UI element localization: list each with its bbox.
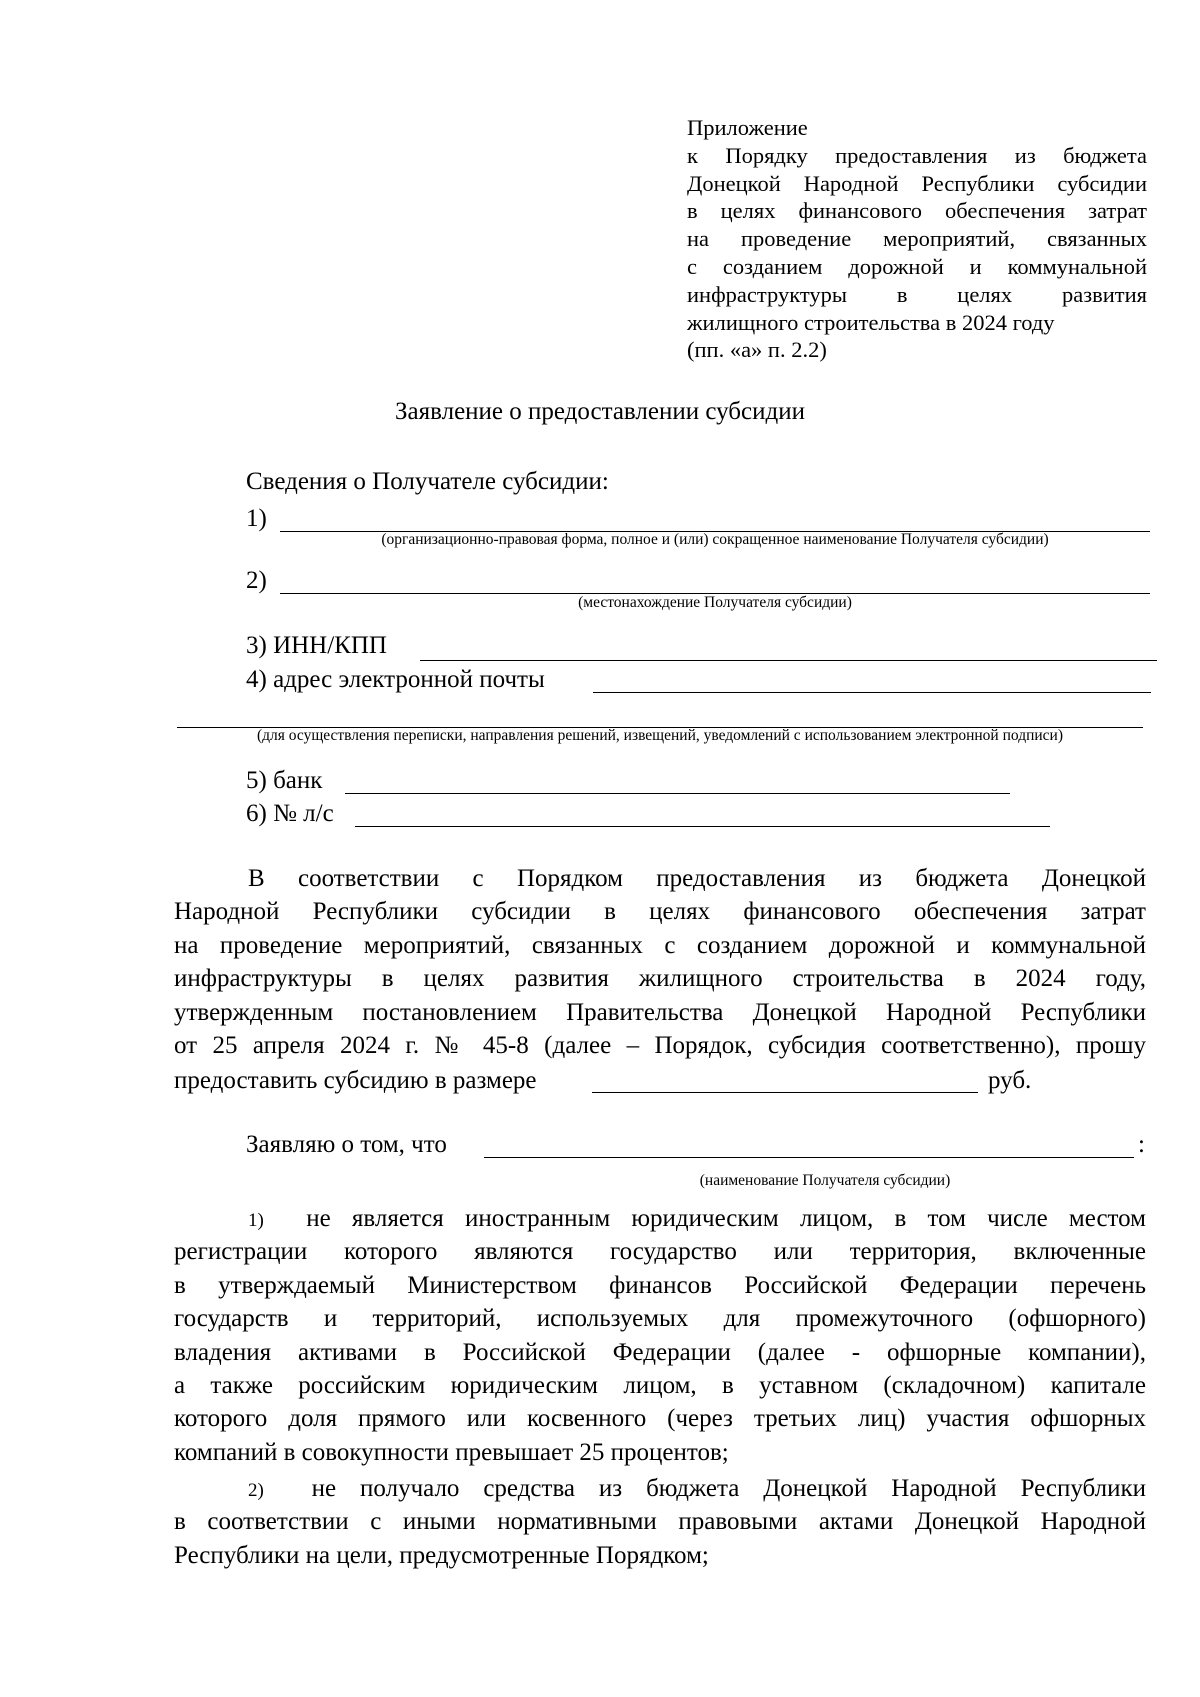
appendix-line: на проведение мероприятий, связанных bbox=[687, 226, 1147, 252]
declaration-colon: : bbox=[1138, 1131, 1145, 1158]
appendix-line: в целях финансового обеспечения затрат bbox=[687, 198, 1147, 224]
appendix-line: к Порядку предоставления из бюджета bbox=[687, 142, 1147, 168]
clause-number: 1) bbox=[248, 1210, 264, 1231]
inn-kpp-field[interactable] bbox=[420, 660, 1157, 661]
body-line: Народной Республики субсидии в целях финансового обеспечения затрат bbox=[174, 898, 1146, 926]
clause-line bbox=[174, 1202, 1146, 1235]
appendix-block bbox=[687, 114, 1147, 364]
item5-label: 5) банк bbox=[246, 767, 323, 794]
appendix-line: Донецкой Народной Республики субсидии bbox=[687, 170, 1147, 196]
document-title: Заявление о предоставлении субсидии bbox=[395, 398, 805, 425]
email-field[interactable] bbox=[593, 692, 1151, 693]
clause-line: компаний в совокупности превышает 25 процентов; bbox=[174, 1438, 729, 1466]
item2-hint: (местонахождение Получателя субсидии) bbox=[578, 594, 852, 611]
item6-label: 6) № л/с bbox=[246, 800, 334, 827]
clause-number: 2) bbox=[248, 1480, 264, 1501]
item4-label: 4) адрес электронной почты bbox=[246, 666, 545, 693]
appendix-line: Приложение bbox=[687, 115, 808, 140]
clause-line: а также российским юридическим лицом, в уставном (складочном) капитале bbox=[174, 1371, 1146, 1399]
body-line: утвержденным постановлением Правительства Донецкой Народной Республики bbox=[174, 998, 1146, 1026]
appendix-line: с созданием дорожной и коммунальной bbox=[687, 253, 1147, 279]
amount-prefix: предоставить субсидию в размере bbox=[174, 1067, 537, 1094]
clause-1 bbox=[174, 1202, 1146, 1469]
body-line: на проведение мероприятий, связанных с созданием дорожной и коммунальной bbox=[174, 931, 1146, 959]
clause-2 bbox=[174, 1472, 1146, 1572]
clause-line: которого доля прямого или косвенного (через третьих лиц) участия офшорных bbox=[174, 1405, 1146, 1433]
account-number-field[interactable] bbox=[355, 826, 1050, 827]
body-line: В соответствии с Порядком предоставления из бюджета Донецкой bbox=[248, 865, 1146, 892]
appendix-line: (пп. «а» п. 2.2) bbox=[687, 337, 827, 363]
body-line: от 25 апреля 2024 г. № 45-8 (далее – Порядок, субсидия соответственно), прошу bbox=[174, 1031, 1146, 1059]
declaration-name-field[interactable] bbox=[484, 1157, 1134, 1158]
clause-line: Республики на цели, предусмотренные Порядком; bbox=[174, 1541, 709, 1569]
clause-line: в соответствии с иными нормативными правовыми актами Донецкой Народной bbox=[174, 1508, 1146, 1536]
body-paragraph bbox=[174, 862, 1146, 1062]
item1-hint: (организационно-правовая форма, полное и (или) сокращенное наименование Получателя субсидии) bbox=[381, 531, 1049, 548]
appendix-line: жилищного строительства в 2024 году bbox=[687, 309, 1055, 335]
amount-suffix: руб. bbox=[988, 1067, 1032, 1094]
recipient-heading: Сведения о Получателе субсидии: bbox=[246, 468, 609, 495]
appendix-line: инфраструктуры в целях развития bbox=[687, 281, 1147, 307]
item2-label: 2) bbox=[246, 567, 267, 594]
body-line: инфраструктуры в целях развития жилищного строительства в 2024 году, bbox=[174, 965, 1146, 993]
clause-line bbox=[174, 1472, 1146, 1505]
amount-field[interactable] bbox=[592, 1092, 978, 1093]
declaration-hint: (наименование Получателя субсидии) bbox=[699, 1172, 951, 1189]
clause-text: не является иностранным юридическим лицом, в том числе местом bbox=[306, 1205, 1147, 1232]
bank-field[interactable] bbox=[345, 793, 1010, 794]
clause-line: государств и территорий, используемых для промежуточного (офшорного) bbox=[174, 1305, 1146, 1333]
clause-text: не получало средства из бюджета Донецкой Народной Республики bbox=[311, 1475, 1147, 1502]
declaration-prefix: Заявляю о том, что bbox=[246, 1131, 447, 1158]
clause-line: в утверждаемый Министерством финансов Российской Федерации перечень bbox=[174, 1271, 1146, 1299]
item4-hint: (для осуществления переписки, направления решений, извещений, уведомлений с использованием электронной подписи) bbox=[256, 727, 1064, 744]
item3-label: 3) ИНН/КПП bbox=[246, 632, 387, 659]
clause-line: регистрации которого являются государство или территория, включенные bbox=[174, 1238, 1146, 1266]
clause-line: владения активами в Российской Федерации (далее - офшорные компании), bbox=[174, 1338, 1146, 1366]
item1-label: 1) bbox=[246, 505, 267, 532]
